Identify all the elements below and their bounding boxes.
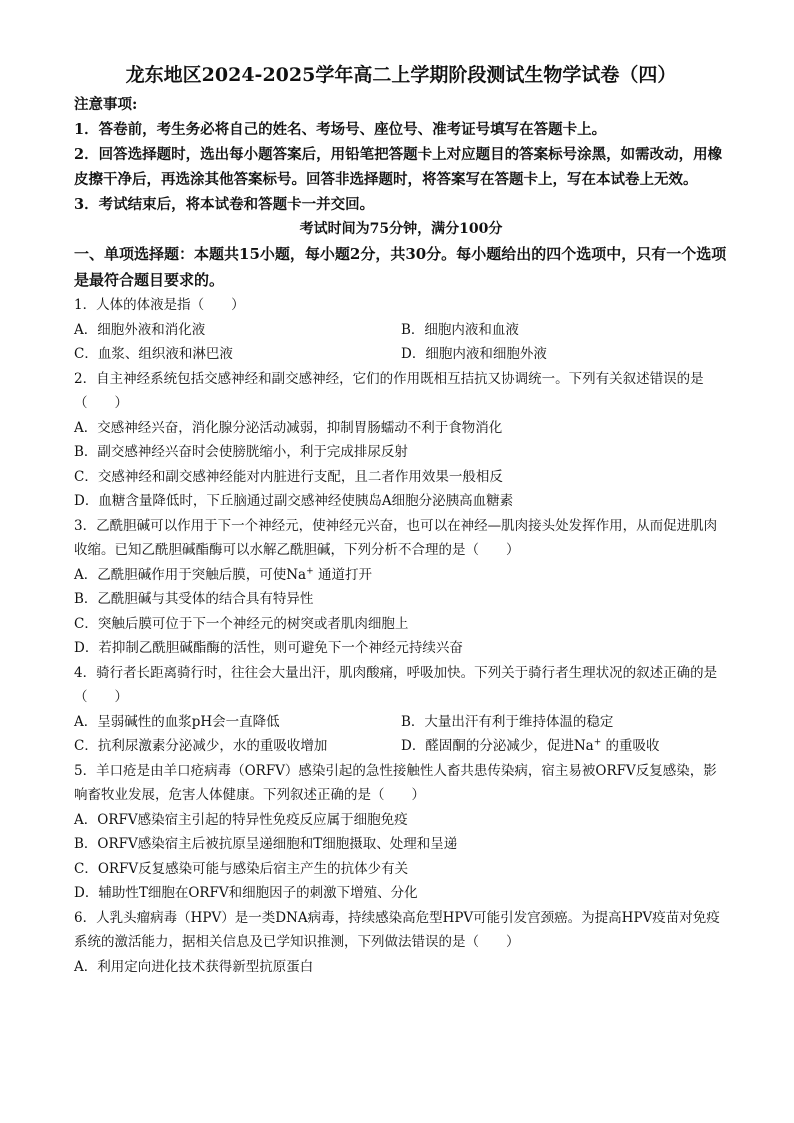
option-c: C．突触后膜可位于下一个神经元的树突或者肌肉细胞上 bbox=[74, 615, 409, 632]
question-2 bbox=[74, 367, 728, 514]
option-a bbox=[74, 563, 728, 588]
exam-title: 龙东地区2024-2025学年高二上学期阶段测试生物学试卷（四） bbox=[125, 64, 677, 86]
option-d: D．血糖含量降低时，下丘脑通过副交感神经使胰岛A细胞分泌胰高血糖素 bbox=[74, 493, 514, 509]
question-stem: 4．骑行者长距离骑行时，往往会大量出汗，肌肉酸痛，呼吸加快。下列关于骑行者生理状况的叙述正确的是（ ） bbox=[74, 664, 718, 705]
option-b: B．ORFV感染宿主后被抗原呈递细胞和T细胞摄取、处理和呈递 bbox=[74, 836, 458, 852]
question-stem: 3．乙酰胆碱可以作用于下一个神经元，使神经元兴奋，也可以在神经—肌肉接头处发挥作用，从而促进肌肉收缩。已知乙酰胆碱酯酶可以水解乙酰胆碱，下列分析不合理的是（ ） bbox=[74, 517, 718, 558]
option-a: A．利用定向进化技术获得新型抗原蛋白 bbox=[74, 958, 314, 975]
options-row bbox=[74, 342, 728, 367]
option-d: D．辅助性T细胞在ORFV和细胞因子的刺激下增殖、分化 bbox=[74, 885, 418, 901]
question-6 bbox=[74, 906, 728, 980]
option-c: C．交感神经和副交感神经能对内脏进行支配，且二者作用效果一般相反 bbox=[74, 468, 503, 485]
note-item-2: 2．回答选择题时，选出每小题答案后，用铅笔把答题卡上对应题目的答案标号涂黑，如需改动，用橡皮擦干净后，再选涂其他答案标号。回答非选择题时，将答案写在答题卡上，写在本试卷上无效。 bbox=[74, 146, 723, 188]
option-b: B．乙酰胆碱与其受体的结合具有特异性 bbox=[74, 591, 314, 607]
option-d bbox=[401, 734, 728, 759]
question-stem: 1．人体的体液是指（ ） bbox=[74, 297, 245, 313]
section-1-heading: 一、单项选择题：本题共15小题，每小题2分，共30分。每小题给出的四个选项中，只有一个选项是最符合题目要求的。 bbox=[74, 245, 727, 289]
option-a-text-end: 通道打开 bbox=[317, 566, 372, 583]
option-b: B．副交感神经兴奋时会使膀胱缩小，利于完成排尿反射 bbox=[74, 444, 408, 460]
question-stem: 5．羊口疮是由羊口疮病毒（ORFV）感染引起的急性接触性人畜共患传染病，宿主易被ORFV反复感染，影响畜牧业发展，危害人体健康。下列叙述正确的是（ ） bbox=[74, 762, 717, 803]
question-stem: 2．自主神经系统包括交感神经和副交感神经，它们的作用既相互拮抗又协调统一。下列有关叙述错误的是（ ） bbox=[74, 370, 704, 411]
option-a: A．ORFV感染宿主引起的特异性免疫反应属于细胞免疫 bbox=[74, 811, 408, 828]
option-d-text-end: 的重吸收 bbox=[605, 738, 660, 754]
option-d: D．若抑制乙酰胆碱酯酶的活性，则可避免下一个神经元持续兴奋 bbox=[74, 640, 463, 656]
option-a: A．呈弱碱性的血浆pH会一直降低 bbox=[74, 713, 280, 730]
options-row bbox=[74, 734, 728, 759]
superscript: + bbox=[593, 737, 602, 748]
option-c: C．血浆、组织液和淋巴液 bbox=[74, 346, 233, 362]
option-d-text: D．醛固酮的分泌减少，促进Na bbox=[401, 738, 594, 754]
superscript: + bbox=[306, 566, 314, 576]
option-a-text: A．乙酰胆碱作用于突触后膜，可使Na bbox=[74, 566, 307, 583]
question-1 bbox=[74, 293, 728, 367]
option-c: C．抗利尿激素分泌减少，水的重吸收增加 bbox=[74, 738, 328, 754]
note-item-1: 1．答卷前，考生务必将自己的姓名、考场号、座位号、准考证号填写在答题卡上。 bbox=[74, 121, 607, 138]
option-a: A．交感神经兴奋，消化腺分泌活动减弱，抑制胃肠蠕动不利于食物消化 bbox=[74, 419, 503, 436]
options-row bbox=[74, 318, 728, 343]
option-d: D．细胞内液和细胞外液 bbox=[401, 346, 547, 362]
option-b: B．细胞内液和血液 bbox=[401, 321, 519, 338]
option-a: A．细胞外液和消化液 bbox=[74, 321, 206, 338]
question-3 bbox=[74, 514, 728, 661]
note-item-3: 3．考试结束后，将本试卷和答题卡一并交回。 bbox=[74, 196, 375, 213]
options-row bbox=[74, 710, 728, 735]
notes-heading: 注意事项: bbox=[74, 96, 138, 113]
option-c: C．ORFV反复感染可能与感染后宿主产生的抗体少有关 bbox=[74, 860, 409, 877]
question-4 bbox=[74, 661, 728, 759]
question-5 bbox=[74, 759, 728, 906]
option-b: B．大量出汗有利于维持体温的稳定 bbox=[401, 713, 614, 730]
question-stem: 6．人乳头瘤病毒（HPV）是一类DNA病毒，持续感染高危型HPV可能引发宫颈癌。为提高HPV疫苗对免疫系统的激活能力，据相关信息及已学知识推测，下列做法错误的是（ ） bbox=[74, 909, 720, 950]
exam-time-info: 考试时间为75分钟，满分100分 bbox=[299, 221, 503, 237]
